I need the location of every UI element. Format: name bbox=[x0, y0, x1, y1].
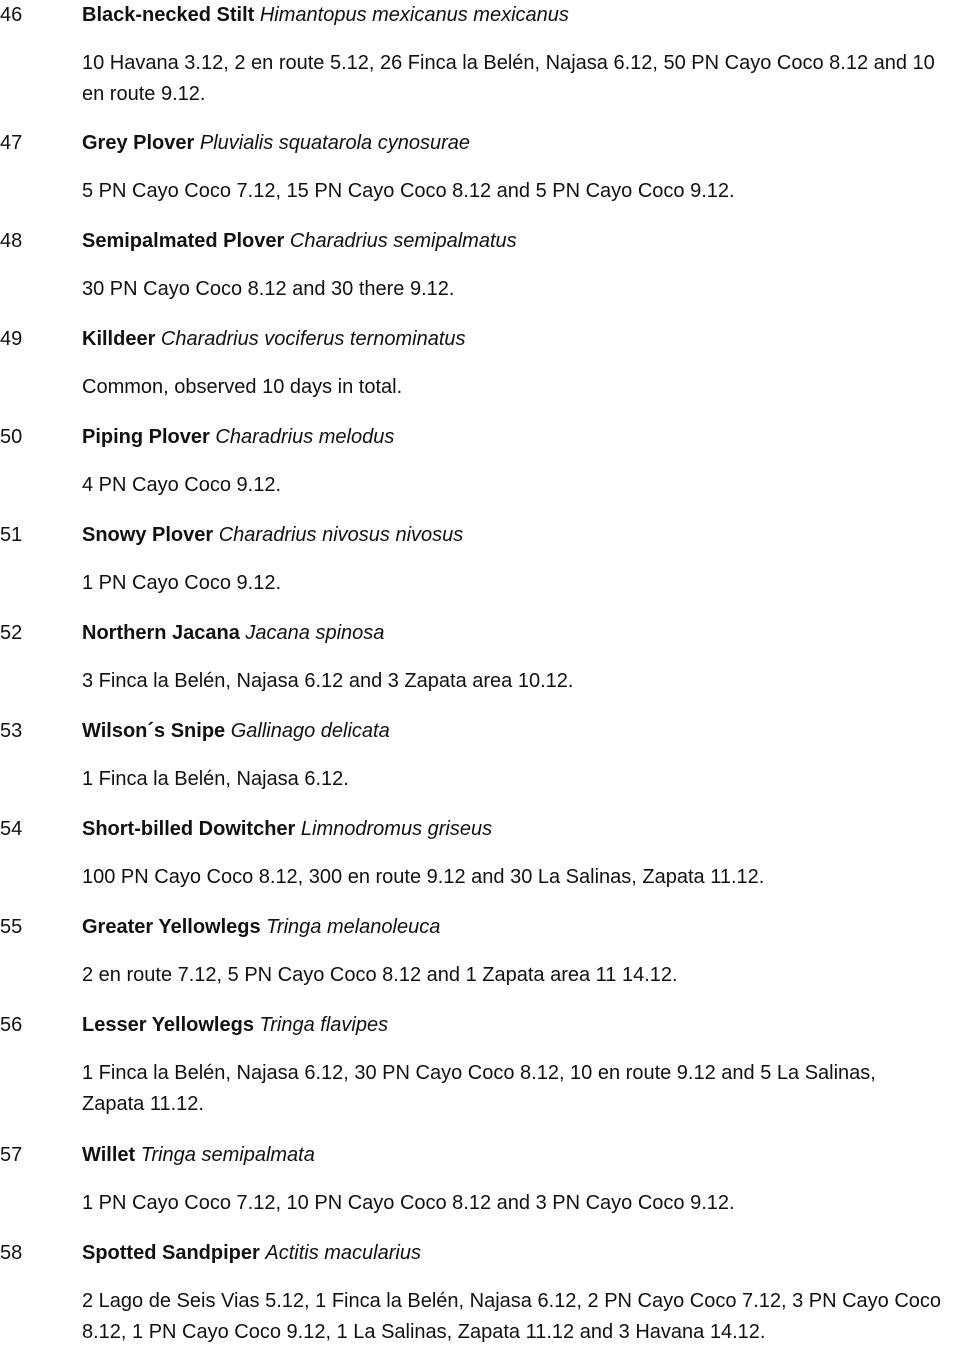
species-heading bbox=[82, 814, 492, 844]
common-name: Wilson´s Snipe bbox=[82, 720, 226, 742]
species-records: 100 PN Cayo Coco 8.12, 300 en route 9.12 and 30 La Salinas, Zapata 11.12. bbox=[82, 866, 765, 888]
common-name: Greater Yellowlegs bbox=[82, 916, 261, 938]
scientific-name: Charadrius vociferus ternominatus bbox=[160, 328, 466, 350]
species-records: 2 en route 7.12, 5 PN Cayo Coco 8.12 and 1 Zapata area 11 14.12. bbox=[82, 964, 678, 986]
scientific-name: Charadrius semipalmatus bbox=[289, 230, 517, 252]
species-records: 1 PN Cayo Coco 7.12, 10 PN Cayo Coco 8.12 and 3 PN Cayo Coco 9.12. bbox=[82, 1192, 735, 1214]
scientific-name: Jacana spinosa bbox=[245, 622, 385, 644]
species-number: 54 bbox=[0, 818, 23, 840]
common-name: Black-necked Stilt bbox=[82, 4, 255, 26]
scientific-name: Tringa semipalmata bbox=[140, 1144, 315, 1166]
common-name: Killdeer bbox=[82, 328, 156, 350]
species-heading bbox=[82, 618, 384, 648]
common-name: Northern Jacana bbox=[82, 622, 240, 644]
species-number: 53 bbox=[0, 720, 23, 742]
species-records: 10 Havana 3.12, 2 en route 5.12, 26 Finca la Belén, Najasa 6.12, 50 PN Cayo Coco 8.12 and 10 en route 9.12. bbox=[82, 52, 935, 105]
species-records: 1 Finca la Belén, Najasa 6.12, 30 PN Cayo Coco 8.12, 10 en route 9.12 and 5 La Salinas, Zapata 11.12. bbox=[82, 1062, 876, 1115]
species-heading bbox=[82, 422, 394, 452]
species-number: 56 bbox=[0, 1014, 23, 1036]
species-records: 1 PN Cayo Coco 9.12. bbox=[82, 572, 281, 594]
species-heading bbox=[82, 520, 463, 550]
species-heading bbox=[82, 912, 440, 942]
species-heading bbox=[82, 128, 470, 158]
species-records: 30 PN Cayo Coco 8.12 and 30 there 9.12. bbox=[82, 278, 455, 300]
scientific-name: Himantopus mexicanus mexicanus bbox=[259, 4, 569, 26]
common-name: Snowy Plover bbox=[82, 524, 214, 546]
species-number: 47 bbox=[0, 132, 23, 154]
species-number: 50 bbox=[0, 426, 23, 448]
species-number: 49 bbox=[0, 328, 23, 350]
scientific-name: Tringa flavipes bbox=[259, 1014, 389, 1036]
species-heading bbox=[82, 1140, 315, 1170]
scientific-name: Actitis macularius bbox=[265, 1242, 421, 1264]
scientific-name: Pluvialis squatarola cynosurae bbox=[199, 132, 471, 154]
scientific-name: Limnodromus griseus bbox=[300, 818, 493, 840]
common-name: Semipalmated Plover bbox=[82, 230, 285, 252]
species-heading bbox=[82, 226, 517, 256]
scientific-name: Charadrius nivosus nivosus bbox=[218, 524, 464, 546]
species-heading bbox=[82, 716, 390, 746]
species-records: 2 Lago de Seis Vias 5.12, 1 Finca la Belén, Najasa 6.12, 2 PN Cayo Coco 7.12, 3 PN Cayo Coco 8.12, 1 PN Cayo Coco 9.12, 1 La Salinas, Zapata 11.12 and 3 Havana 14.12. bbox=[82, 1290, 942, 1343]
species-heading bbox=[82, 1010, 388, 1040]
common-name: Short-billed Dowitcher bbox=[82, 818, 296, 840]
species-records: 4 PN Cayo Coco 9.12. bbox=[82, 474, 281, 496]
species-number: 48 bbox=[0, 230, 23, 252]
species-records: 3 Finca la Belén, Najasa 6.12 and 3 Zapata area 10.12. bbox=[82, 670, 574, 692]
species-number: 58 bbox=[0, 1242, 23, 1264]
species-heading bbox=[82, 0, 569, 30]
scientific-name: Charadrius melodus bbox=[215, 426, 395, 448]
common-name: Willet bbox=[82, 1144, 136, 1166]
species-records: Common, observed 10 days in total. bbox=[82, 376, 403, 398]
species-number: 57 bbox=[0, 1144, 23, 1166]
species-heading bbox=[82, 324, 466, 354]
scientific-name: Gallinago delicata bbox=[230, 720, 390, 742]
common-name: Piping Plover bbox=[82, 426, 210, 448]
species-records: 5 PN Cayo Coco 7.12, 15 PN Cayo Coco 8.12 and 5 PN Cayo Coco 9.12. bbox=[82, 180, 735, 202]
species-heading bbox=[82, 1238, 421, 1268]
species-number: 55 bbox=[0, 916, 23, 938]
species-number: 51 bbox=[0, 524, 23, 546]
common-name: Spotted Sandpiper bbox=[82, 1242, 260, 1264]
species-number: 46 bbox=[0, 4, 23, 26]
scientific-name: Tringa melanoleuca bbox=[266, 916, 441, 938]
species-records: 1 Finca la Belén, Najasa 6.12. bbox=[82, 768, 349, 790]
common-name: Lesser Yellowlegs bbox=[82, 1014, 254, 1036]
common-name: Grey Plover bbox=[82, 132, 195, 154]
species-number: 52 bbox=[0, 622, 23, 644]
